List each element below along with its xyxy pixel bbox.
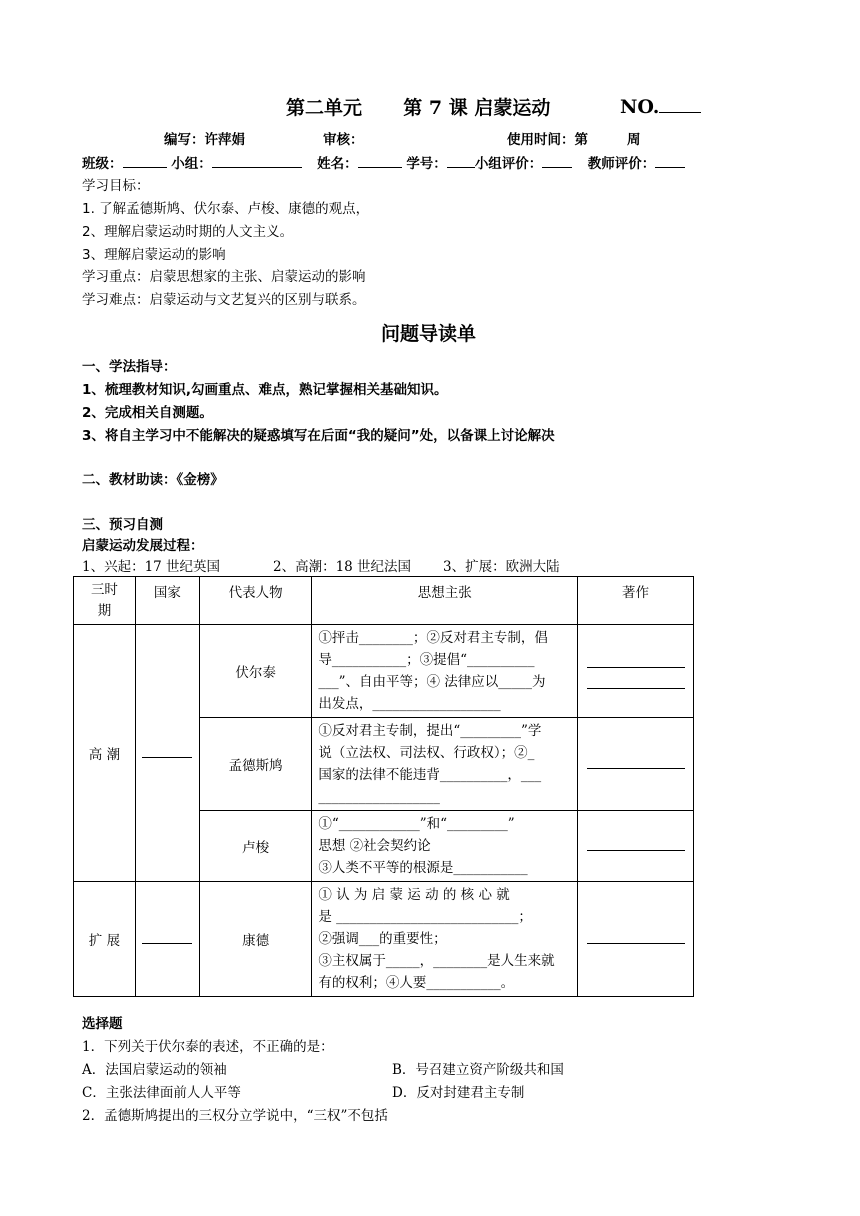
name-blank[interactable] xyxy=(358,154,402,169)
process-heading: 启蒙运动发展过程： xyxy=(82,538,204,554)
header-country: 国家 xyxy=(135,577,199,625)
class-label: 班级： xyxy=(82,156,123,172)
header-period: 三时期 xyxy=(74,577,136,625)
person-cell: 孟德斯鸠 xyxy=(199,718,312,811)
person-cell: 康德 xyxy=(199,882,312,997)
review-label: 审核： xyxy=(323,132,364,148)
unit-title: 第二单元 xyxy=(286,97,363,119)
header-person: 代表人物 xyxy=(199,577,312,625)
teacher-eval-label: 教师评价： xyxy=(587,156,656,172)
goals-heading: 学习目标： xyxy=(82,178,150,194)
group-eval-blank[interactable] xyxy=(542,154,572,169)
guide-item: 3、将自主学习中不能解决的疑惑填写在后面“我的疑问”处，以备课上讨论解决 xyxy=(82,428,555,444)
works-cell[interactable] xyxy=(578,811,694,882)
week-label: 周 xyxy=(627,132,641,148)
difficult-points: 学习难点：启蒙运动与文艺复兴的区别与联系。 xyxy=(82,292,366,308)
works-cell[interactable] xyxy=(578,718,694,811)
self-test-heading: 三、预习自测 xyxy=(82,517,163,533)
stage-item: 3、扩展：欧洲大陆 xyxy=(443,559,560,575)
choice-heading: 选择题 xyxy=(82,1016,123,1032)
stage-item: 1、兴起：17 世纪英国 xyxy=(82,559,221,575)
goal-item: 1. 了解孟德斯鸠、伏尔泰、卢梭、康德的观点， xyxy=(82,201,370,217)
group-label: 小组： xyxy=(171,156,212,172)
number-field xyxy=(620,93,701,118)
works-cell[interactable] xyxy=(578,625,694,718)
group-eval-label: 小组评价： xyxy=(474,156,543,172)
goal-item: 2、理解启蒙运动时期的人文主义。 xyxy=(82,224,294,240)
goal-item: 3、理解启蒙运动的影响 xyxy=(82,247,226,263)
stage-item: 2、高潮：18 世纪法国 xyxy=(273,559,412,575)
reading-heading: 二、教材助读：《金榜》 xyxy=(82,472,224,488)
guide-item: 2、完成相关自测题。 xyxy=(82,405,213,421)
lesson-title: 第 7 课 启蒙运动 xyxy=(403,97,551,119)
idea-cell[interactable]: ①反对君主专制，提出“_________”学 说（立法权、司法权、行政权）；②_ 国家的法律不能违背__________，___ __________________ xyxy=(312,718,578,811)
works-cell[interactable] xyxy=(578,882,694,997)
person-cell: 卢梭 xyxy=(199,811,312,882)
student-info-row xyxy=(82,153,685,175)
author-label: 编写：许萍娟 xyxy=(164,132,245,148)
section-title: 问题导读单 xyxy=(381,323,477,345)
country-blank-cell[interactable] xyxy=(135,882,199,997)
option-a[interactable]: A．法国启蒙运动的领袖 xyxy=(82,1062,227,1078)
number-label: NO. xyxy=(620,96,660,118)
table-row xyxy=(74,882,694,997)
period-high: 高 潮 xyxy=(74,625,136,882)
option-c[interactable]: C．主张法律面前人人平等 xyxy=(82,1085,241,1101)
name-label: 姓名： xyxy=(317,156,358,172)
question-1: 1．下列关于伏尔泰的表述，不正确的是： xyxy=(82,1039,334,1055)
guide-item: 1、梳理教材知识,勾画重点、难点，熟记掌握相关基础知识。 xyxy=(82,382,448,398)
time-label: 使用时间：第 xyxy=(507,132,588,148)
person-cell: 伏尔泰 xyxy=(199,625,312,718)
group-blank[interactable] xyxy=(212,154,302,169)
guide-heading: 一、学法指导： xyxy=(82,359,177,375)
id-label: 学号： xyxy=(406,156,447,172)
option-b[interactable]: B．号召建立资产阶级共和国 xyxy=(392,1062,564,1078)
page-title xyxy=(286,93,550,120)
table-header-row xyxy=(74,577,694,625)
teacher-eval-blank[interactable] xyxy=(655,154,685,169)
key-points: 学习重点：启蒙思想家的主张、启蒙运动的影响 xyxy=(82,269,366,285)
class-blank[interactable] xyxy=(123,154,167,169)
period-expand: 扩 展 xyxy=(74,882,136,997)
idea-cell[interactable]: ①“____________”和“_________” 思想 ②社会契约论 ③人类不平等的根源是___________ xyxy=(312,811,578,882)
enlightenment-table xyxy=(73,576,694,997)
idea-cell[interactable]: ① 认 为 启 蒙 运 动 的 核 心 就 是 ___________________________； ②强调___的重要性； ③主权属于_____，________是人生来就 有的权利；④人要___________。 xyxy=(312,882,578,997)
option-d[interactable]: D．反对封建君主专制 xyxy=(392,1085,525,1101)
question-2: 2．孟德斯鸠提出的三权分立学说中，“三权”不包括 xyxy=(82,1108,388,1124)
header-works: 著作 xyxy=(578,577,694,625)
country-blank-cell[interactable] xyxy=(135,625,199,882)
id-blank[interactable] xyxy=(447,154,475,169)
idea-cell[interactable]: ①抨击________；②反对君主专制，倡 导___________；③提倡“__________ ___”、自由平等；④ 法律应以_____为 出发点，___________________ xyxy=(312,625,578,718)
table-row xyxy=(74,625,694,718)
header-idea: 思想主张 xyxy=(312,577,578,625)
